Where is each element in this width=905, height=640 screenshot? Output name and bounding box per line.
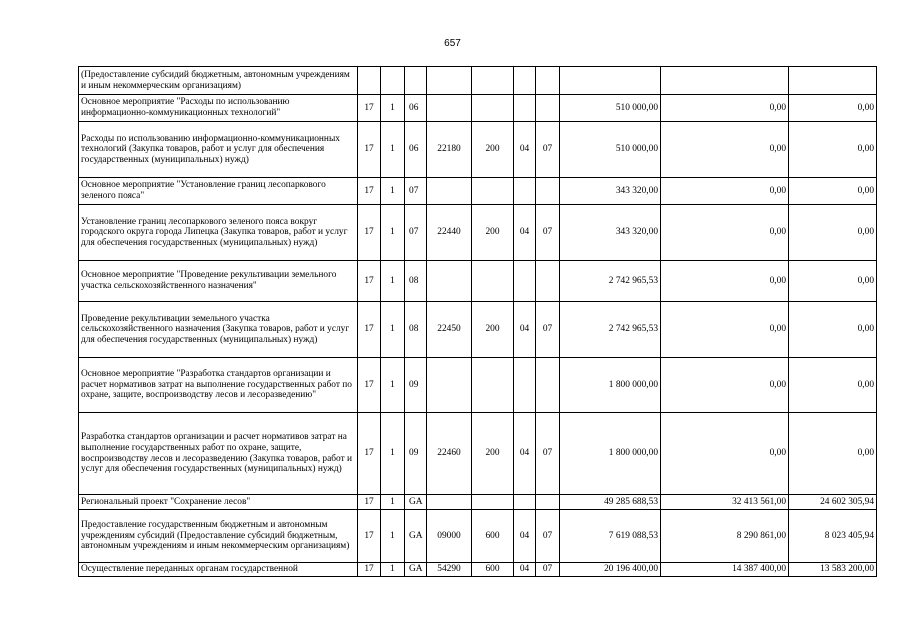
code-expense-type bbox=[472, 495, 514, 510]
code-program: 1 bbox=[381, 563, 405, 577]
code-section bbox=[514, 67, 536, 95]
amount-year-1: 49 285 688,53 bbox=[560, 495, 661, 510]
row-description: (Предоставление субсидий бюджетным, автономным учреждениям и иным некоммерческим организациям) bbox=[79, 67, 358, 95]
amount-year-2: 0,00 bbox=[661, 302, 789, 358]
amount-year-2: 32 413 561,00 bbox=[661, 495, 789, 510]
code-expense-type bbox=[472, 95, 514, 122]
table-row bbox=[79, 261, 877, 302]
row-description: Основное мероприятие "Установление границ лесопаркового зеленого пояса" bbox=[79, 178, 358, 205]
code-section: 04 bbox=[514, 302, 536, 358]
table-row bbox=[79, 495, 877, 510]
amount-year-3: 0,00 bbox=[789, 122, 877, 178]
amount-year-1: 510 000,00 bbox=[560, 122, 661, 178]
table-row bbox=[79, 67, 877, 95]
code-program: 1 bbox=[381, 261, 405, 302]
code-subprogram: 08 bbox=[405, 302, 427, 358]
code-direction bbox=[427, 95, 472, 122]
code-direction bbox=[427, 495, 472, 510]
code-subsection bbox=[536, 95, 560, 122]
code-program: 1 bbox=[381, 205, 405, 261]
code-section: 04 bbox=[514, 122, 536, 178]
code-subsection: 07 bbox=[536, 510, 560, 563]
code-ministry: 17 bbox=[358, 358, 381, 413]
amount-year-2: 8 290 861,00 bbox=[661, 510, 789, 563]
code-expense-type bbox=[472, 358, 514, 413]
code-direction bbox=[427, 67, 472, 95]
amount-year-1: 1 800 000,00 bbox=[560, 358, 661, 413]
code-subprogram: 07 bbox=[405, 205, 427, 261]
amount-year-3: 0,00 bbox=[789, 261, 877, 302]
amount-year-3: 0,00 bbox=[789, 95, 877, 122]
code-subprogram: 06 bbox=[405, 122, 427, 178]
code-subprogram: 06 bbox=[405, 95, 427, 122]
code-direction: 22450 bbox=[427, 302, 472, 358]
code-program: 1 bbox=[381, 413, 405, 495]
code-ministry: 17 bbox=[358, 495, 381, 510]
code-ministry: 17 bbox=[358, 122, 381, 178]
row-description: Разработка стандартов организации и расчет нормативов затрат на выполнение государственных работ по охране, защите, воспроизводству лесов и лесоразведению (Закупка товаров, работ и услуг для обеспечения государственных (муниципальных) нужд) bbox=[79, 413, 358, 495]
table-row bbox=[79, 358, 877, 413]
amount-year-3: 0,00 bbox=[789, 178, 877, 205]
code-section bbox=[514, 261, 536, 302]
code-subprogram: GA bbox=[405, 563, 427, 577]
code-program: 1 bbox=[381, 95, 405, 122]
code-ministry: 17 bbox=[358, 510, 381, 563]
budget-table bbox=[78, 66, 877, 577]
code-subsection bbox=[536, 67, 560, 95]
code-section bbox=[514, 495, 536, 510]
code-subsection bbox=[536, 358, 560, 413]
amount-year-2: 0,00 bbox=[661, 178, 789, 205]
amount-year-3: 24 602 305,94 bbox=[789, 495, 877, 510]
amount-year-1: 2 742 965,53 bbox=[560, 302, 661, 358]
table-row bbox=[79, 413, 877, 495]
code-subprogram: GA bbox=[405, 495, 427, 510]
row-description: Установление границ лесопаркового зеленого пояса вокруг городского округа города Липецка (Закупка товаров, работ и услуг для обеспечения государственных (муниципальных) нужд) bbox=[79, 205, 358, 261]
amount-year-3: 8 023 405,94 bbox=[789, 510, 877, 563]
amount-year-2: 14 387 400,00 bbox=[661, 563, 789, 577]
row-description: Осуществление переданных органам государственной bbox=[79, 563, 358, 577]
code-section: 04 bbox=[514, 510, 536, 563]
amount-year-2: 0,00 bbox=[661, 261, 789, 302]
table-row bbox=[79, 563, 877, 577]
code-direction: 22180 bbox=[427, 122, 472, 178]
code-program: 1 bbox=[381, 302, 405, 358]
amount-year-3 bbox=[789, 67, 877, 95]
amount-year-1: 343 320,00 bbox=[560, 205, 661, 261]
code-direction: 22440 bbox=[427, 205, 472, 261]
code-expense-type bbox=[472, 261, 514, 302]
page-number: 657 bbox=[444, 38, 461, 49]
code-section bbox=[514, 358, 536, 413]
amount-year-3: 0,00 bbox=[789, 413, 877, 495]
code-section bbox=[514, 95, 536, 122]
code-subprogram: 08 bbox=[405, 261, 427, 302]
amount-year-3: 13 583 200,00 bbox=[789, 563, 877, 577]
table-row bbox=[79, 122, 877, 178]
amount-year-1: 510 000,00 bbox=[560, 95, 661, 122]
code-ministry: 17 bbox=[358, 563, 381, 577]
amount-year-3: 0,00 bbox=[789, 205, 877, 261]
amount-year-2: 0,00 bbox=[661, 358, 789, 413]
amount-year-3: 0,00 bbox=[789, 302, 877, 358]
code-expense-type: 200 bbox=[472, 413, 514, 495]
amount-year-2: 0,00 bbox=[661, 122, 789, 178]
row-description: Основное мероприятие "Разработка стандартов организации и расчет нормативов затрат на выполнение государственных работ по охране, защите, воспроизводству лесов и лесоразведению" bbox=[79, 358, 358, 413]
code-expense-type: 200 bbox=[472, 302, 514, 358]
amount-year-3: 0,00 bbox=[789, 358, 877, 413]
code-expense-type bbox=[472, 67, 514, 95]
amount-year-2: 0,00 bbox=[661, 205, 789, 261]
code-subsection: 07 bbox=[536, 302, 560, 358]
table-row bbox=[79, 302, 877, 358]
code-expense-type: 200 bbox=[472, 205, 514, 261]
code-direction: 22460 bbox=[427, 413, 472, 495]
amount-year-1: 7 619 088,53 bbox=[560, 510, 661, 563]
code-direction bbox=[427, 178, 472, 205]
amount-year-1: 2 742 965,53 bbox=[560, 261, 661, 302]
code-expense-type: 600 bbox=[472, 510, 514, 563]
code-ministry: 17 bbox=[358, 261, 381, 302]
code-section: 04 bbox=[514, 563, 536, 577]
code-ministry: 17 bbox=[358, 413, 381, 495]
amount-year-1 bbox=[560, 67, 661, 95]
amount-year-2: 0,00 bbox=[661, 95, 789, 122]
code-ministry: 17 bbox=[358, 205, 381, 261]
row-description: Предоставление государственным бюджетным и автономным учреждениям субсидий (Предоставление субсидий бюджетным, автономным учреждениям и иным некоммерческим организациям) bbox=[79, 510, 358, 563]
amount-year-2 bbox=[661, 67, 789, 95]
code-subsection: 07 bbox=[536, 122, 560, 178]
code-direction: 09000 bbox=[427, 510, 472, 563]
code-section: 04 bbox=[514, 205, 536, 261]
code-program: 1 bbox=[381, 510, 405, 563]
code-direction bbox=[427, 261, 472, 302]
code-subprogram: 09 bbox=[405, 413, 427, 495]
code-subsection bbox=[536, 261, 560, 302]
code-subprogram: GA bbox=[405, 510, 427, 563]
code-section: 04 bbox=[514, 413, 536, 495]
row-description: Основное мероприятие "Расходы по использованию информационно-коммуникационных технологий" bbox=[79, 95, 358, 122]
code-program bbox=[381, 67, 405, 95]
code-section bbox=[514, 178, 536, 205]
amount-year-1: 1 800 000,00 bbox=[560, 413, 661, 495]
code-program: 1 bbox=[381, 358, 405, 413]
table-row bbox=[79, 178, 877, 205]
amount-year-1: 20 196 400,00 bbox=[560, 563, 661, 577]
code-subsection: 07 bbox=[536, 413, 560, 495]
row-description: Региональный проект "Сохранение лесов" bbox=[79, 495, 358, 510]
table-row bbox=[79, 510, 877, 563]
amount-year-2: 0,00 bbox=[661, 413, 789, 495]
amount-year-1: 343 320,00 bbox=[560, 178, 661, 205]
code-subsection: 07 bbox=[536, 563, 560, 577]
code-expense-type: 200 bbox=[472, 122, 514, 178]
code-ministry: 17 bbox=[358, 95, 381, 122]
code-program: 1 bbox=[381, 495, 405, 510]
code-program: 1 bbox=[381, 178, 405, 205]
code-subprogram: 07 bbox=[405, 178, 427, 205]
table-row bbox=[79, 95, 877, 122]
code-ministry: 17 bbox=[358, 178, 381, 205]
code-expense-type bbox=[472, 178, 514, 205]
code-direction bbox=[427, 358, 472, 413]
code-subprogram bbox=[405, 67, 427, 95]
code-direction: 54290 bbox=[427, 563, 472, 577]
table-row bbox=[79, 205, 877, 261]
code-subsection: 07 bbox=[536, 205, 560, 261]
code-program: 1 bbox=[381, 122, 405, 178]
code-ministry: 17 bbox=[358, 302, 381, 358]
code-ministry bbox=[358, 67, 381, 95]
row-description: Проведение рекультивации земельного участка сельскохозяйственного назначения (Закупка товаров, работ и услуг для обеспечения государственных (муниципальных) нужд) bbox=[79, 302, 358, 358]
code-subsection bbox=[536, 178, 560, 205]
row-description: Основное мероприятие "Проведение рекультивации земельного участка сельскохозяйственного назначения" bbox=[79, 261, 358, 302]
row-description: Расходы по использованию информационно-коммуникационных технологий (Закупка товаров, работ и услуг для обеспечения государственных (муниципальных) нужд) bbox=[79, 122, 358, 178]
code-subsection bbox=[536, 495, 560, 510]
code-subprogram: 09 bbox=[405, 358, 427, 413]
code-expense-type: 600 bbox=[472, 563, 514, 577]
